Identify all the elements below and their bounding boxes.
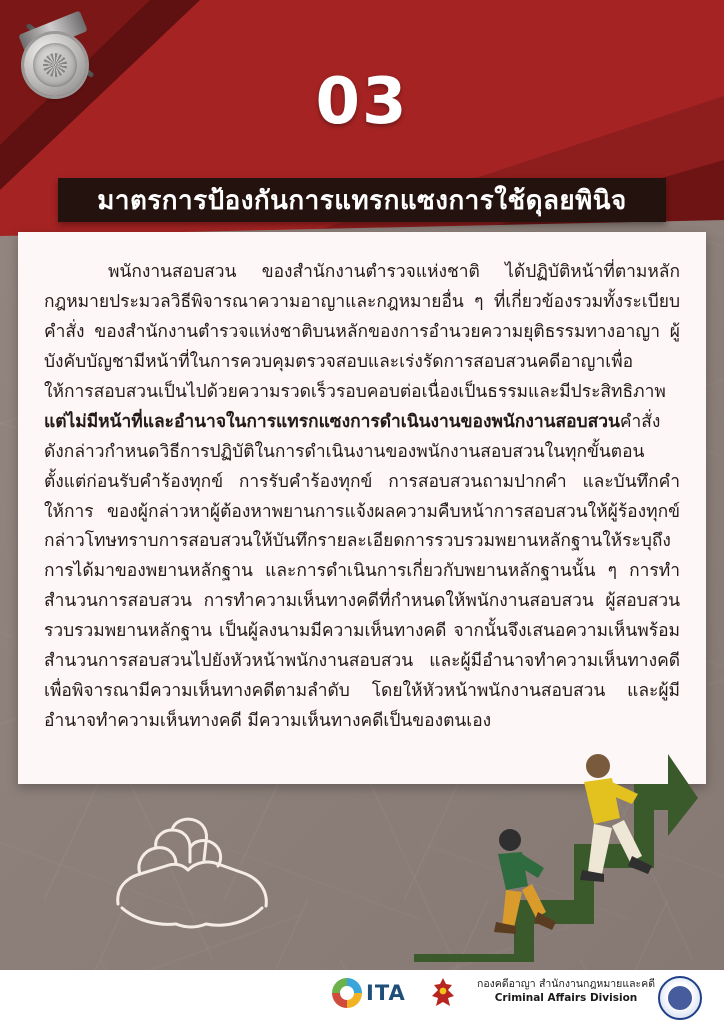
police-seal-icon — [658, 976, 702, 1020]
footer-org-line-th: กองคดีอาญา สำนักงานกฎหมายและคดี — [476, 978, 656, 990]
garuda-emblem-icon — [430, 976, 456, 1012]
footer-bar — [0, 970, 724, 1024]
ita-logo — [332, 978, 406, 1008]
handshake-icon — [96, 800, 286, 950]
body-text-part2: คำสั่งดังกล่าวกำหนดวิธีการปฏิบัติในการดำเนินงานของพนักงานสอบสวนในทุกขั้นตอน ตั้งแต่ก่อนรับคำร้องทุกข์ การรับคำร้องทุกข์ การสอบสวนถามปากคำ และบันทึกคำให้การ ของผู้กล่าวหาผู้ต้องหาพยานการแจ้งผลความคืบหน้าการสอบสวนให้ผู้ร้องทุกข์กล่าวโทษทราบการสอบสวนให้บันทึกรายละเอียดการรวบรวมพยานหลักฐานให้ระบุถึงการได้มาของพยานหลักฐาน และการดำเนินการเกี่ยวกับพยานหลักฐานนั้น ๆ การทำสำนวนการสอบสวน การทำความเห็นทางคดีที่กำหนดให้พนักงานสอบสวน ผู้สอบสวนรวบรวมพยานหลักฐาน เป็นผู้ลงนามมีความเห็นทางคดี จากนั้นจึงเสนอความเห็นพร้อมสำนวนการสอบสวนไปยังหัวหน้าพนักงานสอบสวน และผู้มีอำนาจทำความเห็นทางคดี เพื่อพิจารณามีความเห็นทางคดีตามลำดับ โดยให้หัวหน้าพนักงานสอบสวน และผู้มีอำนาจทำความเห็นทางคดี มีความเห็นทางคดีเป็นของตนเอง — [44, 411, 680, 732]
body-text-part1: พนักงานสอบสวน ของสำนักงานตำรวจแห่งชาติ ได้ปฏิบัติหน้าที่ตามหลักกฎหมายประมวลวิธีพิจารณาความอาญาและกฎหมายอื่น ๆ ที่เกี่ยวข้องรวมทั้งระเบียบคำสั่ง ของสำนักงานตำรวจแห่งชาติบนหลักของการอำนวยความยุติธรรมทางอาญา ผู้บังคับบัญชามีหน้าที่ในการควบคุมตรวจสอบและเร่งรัดการสอบสวนคดีอาญาเพื่อให้การสอบสวนเป็นไปด้วยความรวดเร็วรอบคอบต่อเนื่องเป็นธรรมและมีประสิทธิภาพ — [44, 262, 680, 402]
footer-org-text — [466, 977, 666, 1005]
section-number: 03 — [315, 65, 409, 139]
body-paragraph — [44, 258, 680, 737]
green-arrow-icon — [414, 754, 698, 962]
title-ribbon — [58, 178, 666, 222]
ita-label: ITA — [366, 981, 406, 1005]
police-seal-inner-icon — [668, 986, 692, 1010]
page-title: มาตรการป้องกันการแทรกแซงการใช้ดุลยพินิจ — [97, 184, 627, 215]
ita-circle-icon — [332, 978, 362, 1008]
body-text-emphasis: แต่ไม่มีหน้าที่และอำนาจในการแทรกแซงการดำเนินงานของพนักงานสอบสวน — [44, 411, 620, 432]
footer-org-line-en: Criminal Affairs Division — [494, 992, 638, 1005]
growth-arrow-illustration — [406, 732, 706, 962]
content-card — [18, 232, 706, 784]
